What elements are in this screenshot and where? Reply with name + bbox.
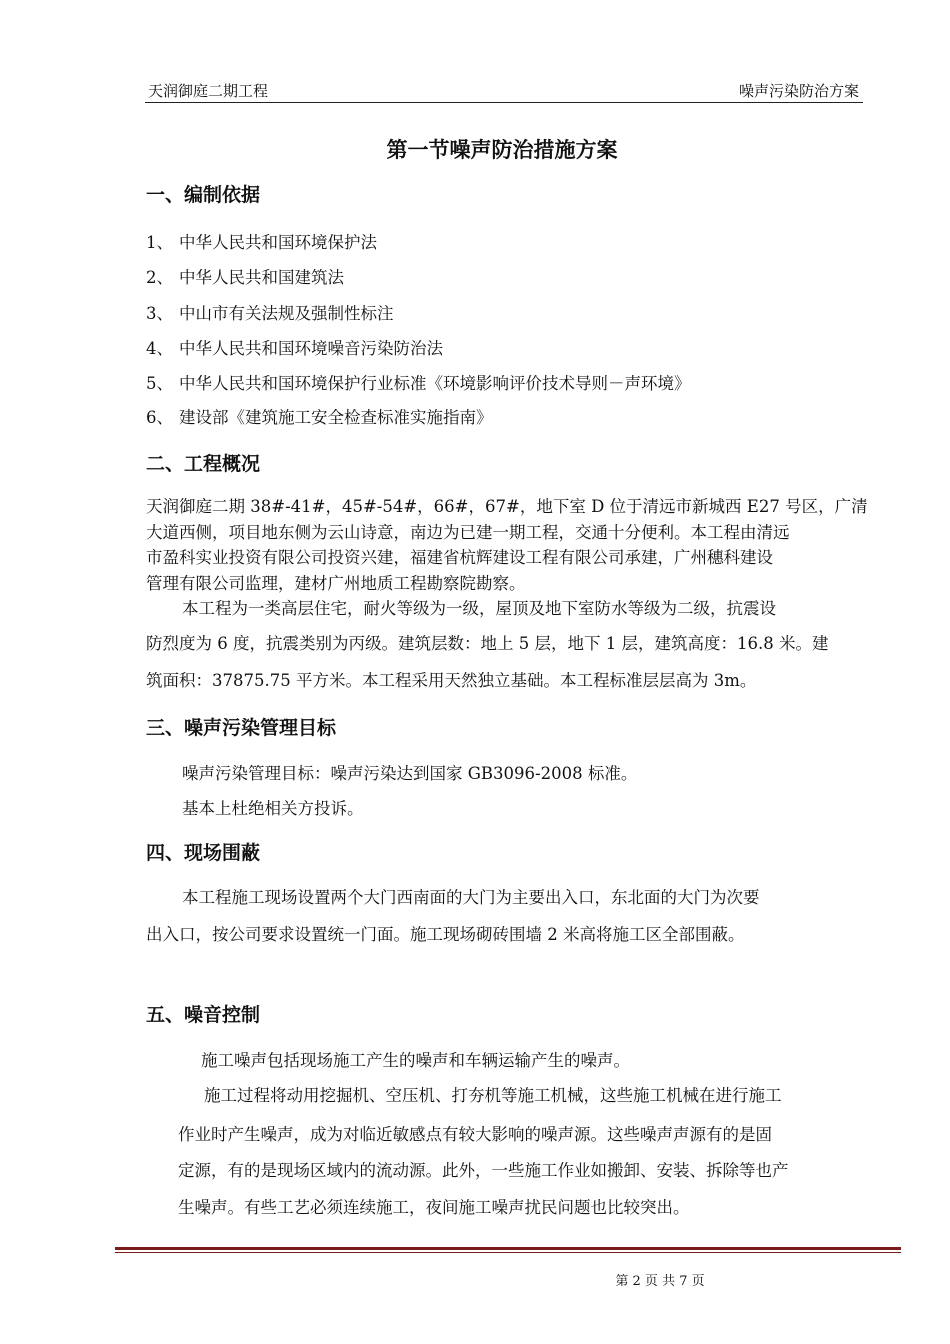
paragraph-line: 作业时产生噪声，成为对临近敏感点有较大影响的噪声源。这些噪声声源有的是固 bbox=[178, 1125, 772, 1144]
paragraph-line: 本工程为一类高层住宅，耐火等级为一级，屋顶及地下室防水等级为二级，抗震设 bbox=[182, 599, 776, 618]
list-item-text: 建设部《建筑施工安全检查标准实施指南》 bbox=[179, 408, 493, 427]
header-doc-title: 噪声污染防治方案 bbox=[738, 82, 859, 100]
list-item-text: 中山市有关法规及强制性标注 bbox=[179, 304, 394, 323]
section-heading-basis: 一、编制依据 bbox=[146, 184, 261, 206]
paragraph-line: 大道西侧，项目地东侧为云山诗意，南边为已建一期工程，交通十分便利。本工程由清远 bbox=[146, 523, 790, 542]
paragraph-line: 防烈度为 6 度，抗震类别为丙级。建筑层数：地上 5 层，地下 1 层，建筑高度：16.8 米。建 bbox=[146, 634, 829, 653]
list-item-text: 中华人民共和国环境保护法 bbox=[179, 233, 377, 252]
list-item bbox=[146, 264, 344, 288]
list-item-number: 6、 bbox=[146, 408, 173, 427]
list-item bbox=[146, 229, 377, 253]
list-item-text: 中华人民共和国环境噪音污染防治法 bbox=[179, 339, 443, 358]
list-item-text: 中华人民共和国环境保护行业标准《环境影响评价技术导则－声环境》 bbox=[179, 374, 691, 393]
list-item-number: 5、 bbox=[146, 374, 173, 393]
paragraph-line: 定源，有的是现场区域内的流动源。此外，一些施工作业如搬卸、安装、拆除等也产 bbox=[178, 1161, 789, 1180]
footer-rule-thick bbox=[115, 1247, 901, 1250]
paragraph-line: 出入口，按公司要求设置统一门面。施工现场砌砖围墙 2 米高将施工区全部围蔽。 bbox=[146, 925, 745, 944]
footer-rule-thin bbox=[115, 1252, 901, 1253]
paragraph-line: 市盈科实业投资有限公司投资兴建，福建省杭辉建设工程有限公司承建，广州穗科建设 bbox=[146, 548, 773, 567]
section-heading-target: 三、噪声污染管理目标 bbox=[146, 717, 337, 739]
section-heading-enclosure: 四、现场围蔽 bbox=[146, 842, 261, 864]
section-heading-overview: 二、工程概况 bbox=[146, 453, 261, 475]
paragraph-line: 基本上杜绝相关方投诉。 bbox=[182, 799, 364, 818]
list-item bbox=[146, 335, 443, 359]
list-item-number: 1、 bbox=[146, 233, 173, 252]
paragraph-line: 施工过程将动用挖掘机、空压机、打夯机等施工机械，这些施工机械在进行施工 bbox=[204, 1086, 782, 1105]
page-number: 第 2 页 共 7 页 bbox=[615, 1274, 705, 1289]
list-item bbox=[146, 370, 691, 394]
list-item-number: 3、 bbox=[146, 304, 173, 323]
list-item-number: 4、 bbox=[146, 339, 173, 358]
header-project-name: 天润御庭二期工程 bbox=[148, 82, 269, 100]
section-heading-noise-control: 五、噪音控制 bbox=[146, 1004, 261, 1026]
page-header bbox=[145, 74, 863, 103]
paragraph-line: 噪声污染管理目标：噪声污染达到国家 GB3096-2008 标准。 bbox=[182, 764, 638, 783]
paragraph-line: 施工噪声包括现场施工产生的噪声和车辆运输产生的噪声。 bbox=[201, 1051, 630, 1070]
list-item-text: 中华人民共和国建筑法 bbox=[179, 268, 344, 287]
paragraph-line: 管理有限公司监理，建材广州地质工程勘察院勘察。 bbox=[146, 574, 526, 593]
paragraph-line: 本工程施工现场设置两个大门西南面的大门为主要出入口，东北面的大门为次要 bbox=[182, 888, 760, 907]
list-item bbox=[146, 300, 394, 324]
paragraph-line: 天润御庭二期 38#-41#，45#-54#，66#，67#，地下室 D 位于清远市新城西 E27 号区，广清 bbox=[146, 497, 868, 516]
page-title: 第一节噪声防治措施方案 bbox=[386, 138, 618, 162]
paragraph-line: 生噪声。有些工艺必须连续施工，夜间施工噪声扰民问题也比较突出。 bbox=[178, 1198, 690, 1217]
paragraph-line: 筑面积：37875.75 平方米。本工程采用天然独立基础。本工程标准层层高为 3m。 bbox=[146, 671, 757, 690]
list-item-number: 2、 bbox=[146, 268, 173, 287]
list-item bbox=[146, 404, 493, 428]
